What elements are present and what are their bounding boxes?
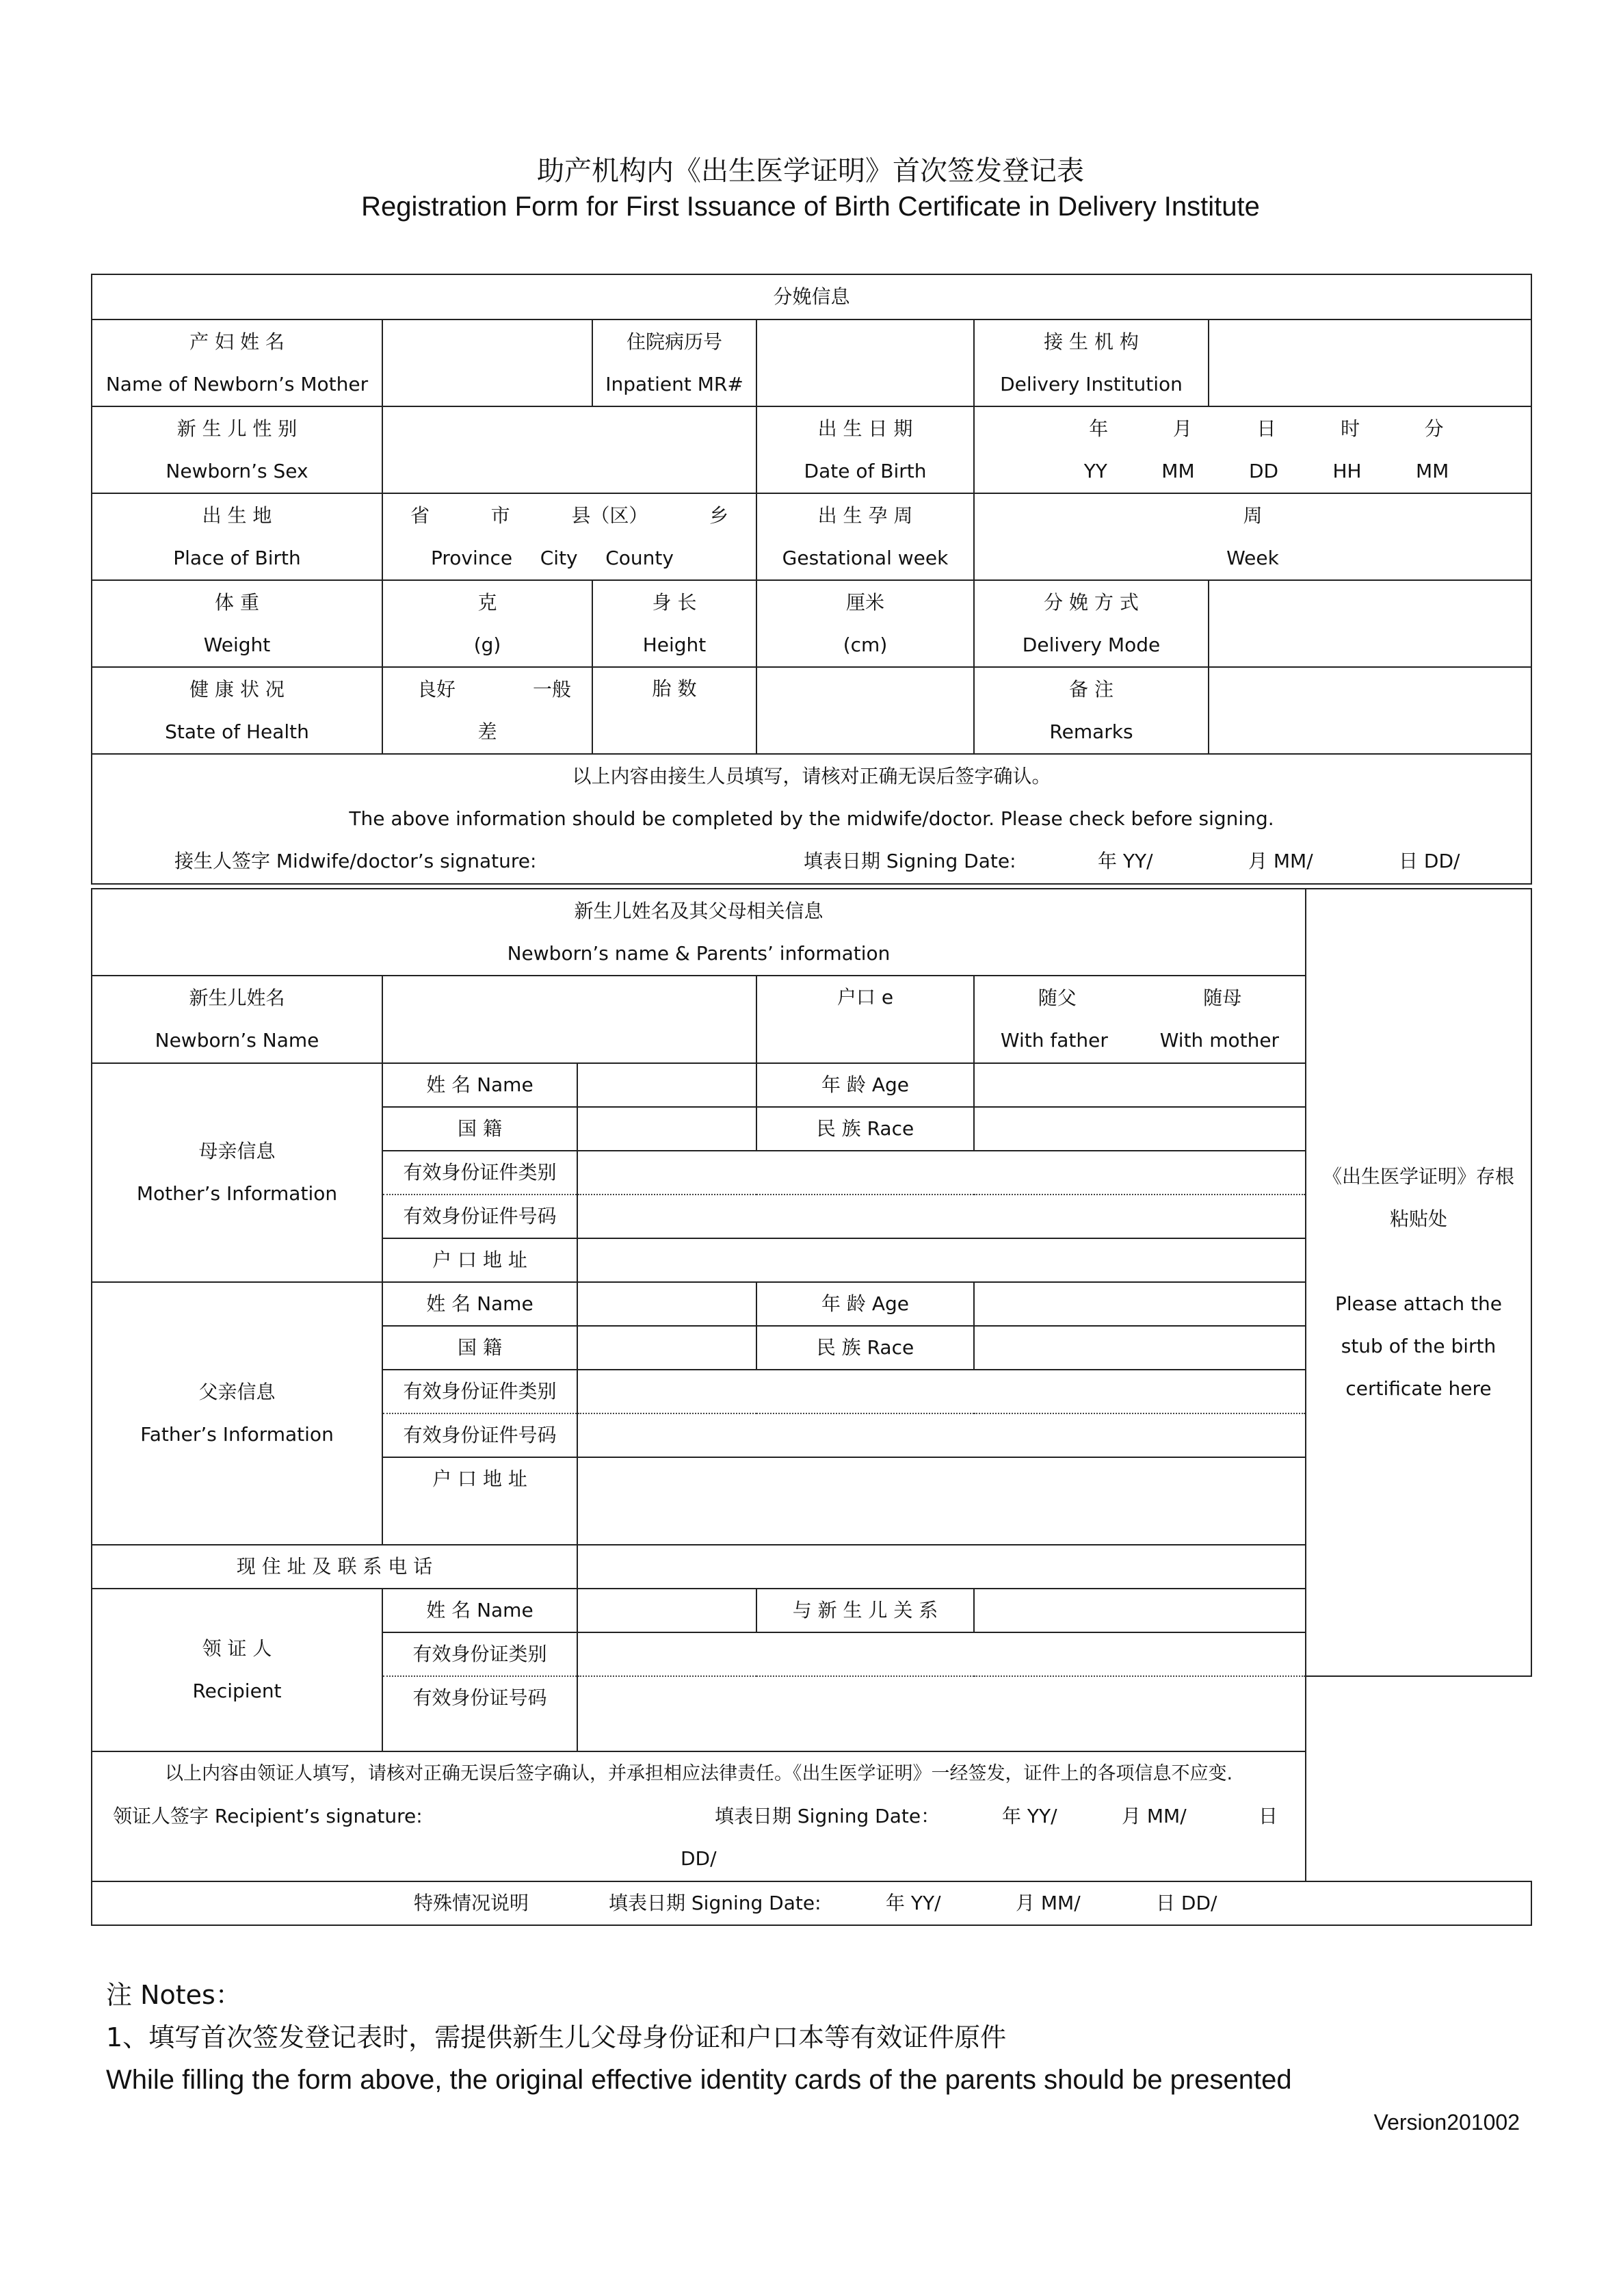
midwife-confirmation	[92, 754, 1531, 884]
contact-input[interactable]	[577, 1545, 1306, 1589]
form-title-cn: 助产机构内《出生医学证明》首次签发登记表	[537, 155, 1084, 187]
health-option-good[interactable]: 良好	[417, 677, 456, 701]
mother-race-label: 民 族 Race	[756, 1107, 974, 1151]
mother-info-label: 母亲信息 Mother’s Information	[92, 1063, 382, 1282]
inpatient-mr-label: 住院病历号 Inpatient MR#	[592, 319, 756, 406]
recipient-confirmation	[92, 1751, 1306, 1881]
notes-item1-en: While filling the form above, the original effective identity cards of the parents should be presented	[106, 2065, 1292, 2095]
recipient-date-dd[interactable]: DD/	[681, 1847, 717, 1870]
mother-name-label: 产 妇 姓 名 Name of Newborn’s Mother	[92, 319, 382, 406]
midwife-signature-label[interactable]: 接生人签字 Midwife/doctor’s signature:	[174, 850, 537, 872]
delivery-mode-label: 分 娩 方 式 Delivery Mode	[974, 580, 1209, 667]
parents-section-header: 新生儿姓名及其父母相关信息 Newborn’s name & Parents’ information	[92, 889, 1306, 976]
recipient-relation-input[interactable]	[974, 1589, 1306, 1632]
mother-nationality-input[interactable]	[577, 1107, 756, 1151]
recipient-signature-label[interactable]: 领证人签字 Recipient’s signature:	[113, 1805, 423, 1827]
place-of-birth-field[interactable]: 省 市 县（区） 乡 Province City County	[382, 493, 756, 580]
delivery-info-table	[91, 274, 1532, 885]
special-signing-date-label: 填表日期 Signing Date:	[609, 1892, 821, 1914]
delivery-section-header: 分娩信息	[92, 274, 1531, 319]
delivery-institution-field[interactable]	[1209, 319, 1531, 406]
recipient-name-label: 姓 名 Name	[382, 1589, 577, 1632]
remarks-label: 备 注 Remarks	[974, 667, 1209, 754]
version-label: Version201002	[1373, 2110, 1520, 2135]
mother-id-number-input[interactable]	[577, 1195, 1306, 1238]
gestational-week-label: 出 生 孕 周 Gestational week	[756, 493, 974, 580]
recipient-signing-date-label: 填表日期 Signing Date：	[715, 1805, 940, 1827]
place-of-birth-label: 出 生 地 Place of Birth	[92, 493, 382, 580]
recipient-name-input[interactable]	[577, 1589, 756, 1632]
recipient-id-type-input[interactable]	[577, 1632, 1306, 1676]
special-date-mm[interactable]: 月 MM/	[1016, 1892, 1081, 1914]
father-id-number-label: 有效身份证件号码	[382, 1413, 577, 1457]
notes-heading: 注 Notes：	[106, 1980, 241, 2010]
mother-id-number-label: 有效身份证件号码	[382, 1195, 577, 1238]
health-option-poor[interactable]: 差	[477, 720, 497, 743]
recipient-confirm-text: 以上内容由领证人填写，请核对正确无误后签字确认，并承担相应法律责任。《出生医学证明》一经签发，证件上的各项信息不应变.	[164, 1763, 1233, 1784]
with-mother-option[interactable]: With mother	[1159, 1029, 1280, 1052]
date-of-birth-field[interactable]: 年 月 日 时 分 YY MM DD HH MM	[974, 406, 1531, 493]
contact-label: 现 住 址 及 联 系 电 话	[92, 1545, 577, 1589]
delivery-mode-field[interactable]	[1209, 580, 1531, 667]
mother-nationality-label: 国 籍	[382, 1107, 577, 1151]
newborn-sex-field[interactable]	[382, 406, 756, 493]
fetus-count-field[interactable]	[756, 667, 974, 754]
father-nationality-label: 国 籍	[382, 1326, 577, 1370]
recipient-label: 领 证 人 Recipient	[92, 1589, 382, 1751]
mother-age-label: 年 龄 Age	[756, 1063, 974, 1107]
with-father-option[interactable]: With father	[1000, 1029, 1108, 1052]
parents-info-table	[91, 888, 1532, 1926]
notes-item1-cn: 1、填写首次签发登记表时，需提供新生儿父母身份证和户口本等有效证件原件	[106, 2022, 1007, 2052]
midwife-date-mm[interactable]: 月 MM/	[1248, 850, 1313, 872]
mother-name-row-label: 姓 名 Name	[382, 1063, 577, 1107]
father-age-input[interactable]	[974, 1282, 1306, 1326]
recipient-id-number-input[interactable]	[577, 1676, 1306, 1751]
father-race-label: 民 族 Race	[756, 1326, 974, 1370]
weight-label: 体 重 Weight	[92, 580, 382, 667]
newborn-name-field[interactable]	[382, 976, 756, 1063]
midwife-confirm-cn: 以上内容由接生人员填写，请核对正确无误后签字确认。	[572, 765, 1051, 787]
inpatient-mr-field[interactable]	[756, 319, 974, 406]
midwife-date-yy[interactable]: 年 YY/	[1098, 850, 1153, 872]
mother-address-input[interactable]	[577, 1238, 1306, 1282]
delivery-institution-label: 接 生 机 构 Delivery Institution	[974, 319, 1209, 406]
midwife-confirm-en: The above information should be completed by the midwife/doctor. Please check before signing.	[349, 807, 1274, 830]
special-date-yy[interactable]: 年 YY/	[886, 1892, 941, 1914]
mother-name-input[interactable]	[577, 1063, 756, 1107]
newborn-sex-label: 新 生 儿 性 别 Newborn’s Sex	[92, 406, 382, 493]
gestational-week-field[interactable]: 周 Week	[974, 493, 1531, 580]
father-name-row-label: 姓 名 Name	[382, 1282, 577, 1326]
state-of-health-field[interactable]	[382, 667, 592, 754]
recipient-id-number-label: 有效身份证号码	[382, 1676, 577, 1751]
father-info-label: 父亲信息 Father’s Information	[92, 1282, 382, 1545]
state-of-health-label: 健 康 状 况 State of Health	[92, 667, 382, 754]
recipient-date-d[interactable]: 日	[1258, 1805, 1278, 1827]
recipient-date-mm[interactable]: 月 MM/	[1122, 1805, 1187, 1827]
special-date-dd[interactable]: 日 DD/	[1156, 1892, 1217, 1914]
father-id-type-label: 有效身份证件类别	[382, 1370, 577, 1413]
father-id-number-input[interactable]	[577, 1413, 1306, 1457]
newborn-name-label: 新生儿姓名 Newborn’s Name	[92, 976, 382, 1063]
father-address-input[interactable]	[577, 1457, 1306, 1545]
hukou-label: 户口 e	[756, 976, 974, 1063]
midwife-date-dd[interactable]: 日 DD/	[1399, 850, 1460, 872]
health-option-fair[interactable]: 一般	[532, 677, 571, 701]
recipient-relation-label: 与 新 生 儿 关 系	[756, 1589, 974, 1632]
fetus-count-label: 胎 数	[592, 667, 756, 754]
notes-section	[106, 1974, 1292, 2101]
hukou-choice[interactable]: 随父 随母 With father With mother	[974, 976, 1306, 1063]
midwife-signing-date-label: 填表日期 Signing Date:	[804, 850, 1016, 872]
form-title-en: Registration Form for First Issuance of Birth Certificate in Delivery Institute	[361, 192, 1260, 222]
height-label: 身 长 Height	[592, 580, 756, 667]
mother-address-label: 户 口 地 址	[382, 1238, 577, 1282]
father-age-label: 年 龄 Age	[756, 1282, 974, 1326]
recipient-date-yy[interactable]: 年 YY/	[1002, 1805, 1057, 1827]
date-of-birth-label: 出 生 日 期 Date of Birth	[756, 406, 974, 493]
weight-field[interactable]: 克 (g)	[382, 580, 592, 667]
special-situation-row	[92, 1881, 1531, 1925]
mother-id-type-input[interactable]	[577, 1151, 1306, 1195]
father-name-input[interactable]	[577, 1282, 756, 1326]
mother-name-field[interactable]	[382, 319, 592, 406]
mother-race-input[interactable]	[974, 1107, 1306, 1151]
mother-age-input[interactable]	[974, 1063, 1306, 1107]
father-address-label: 户 口 地 址	[382, 1457, 577, 1545]
stub-attachment-area: 《出生医学证明》存根 粘贴处 Please attach the stub of the birth certificate here	[1306, 889, 1531, 1676]
recipient-id-type-label: 有效身份证类别	[382, 1632, 577, 1676]
mother-id-type-label: 有效身份证件类别	[382, 1151, 577, 1195]
father-nationality-input[interactable]	[577, 1326, 756, 1370]
remarks-field[interactable]	[1209, 667, 1531, 754]
height-field[interactable]: 厘米 (cm)	[756, 580, 974, 667]
special-situation-label[interactable]: 特殊情况说明	[414, 1892, 529, 1914]
father-race-input[interactable]	[974, 1326, 1306, 1370]
father-id-type-input[interactable]	[577, 1370, 1306, 1413]
